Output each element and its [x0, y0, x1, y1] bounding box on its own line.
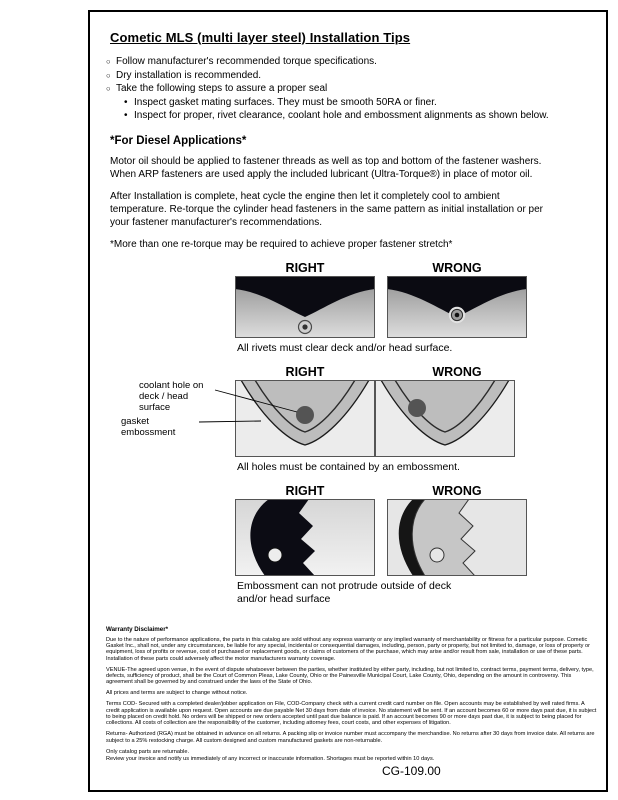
wrong-label: WRONG: [432, 483, 482, 498]
rivet-diagram-row: [235, 261, 531, 355]
bullet-text: Take the following steps to assure a proper seal: [116, 83, 328, 94]
disclaimer-paragraph: Terms COD- Secured with a completed dealer/jobber application on File, COD-Company check with a current credit card number on file. Open accounts may be established by well rated firms. A credit application is available upon request. Open accounts are due payable Net 30 days from date of invoice. No statement will be sent. If an account becomes 60 or more days past due, it is subject to being placed on credit hold. No orders will be shipped or new orders accepted until past due balance is paid. If an account becomes 90 or more days past due, it is subject to being placed for collections. All costs of collection are the responsibility of the customer, including attorney fees, court costs, and other expenses of litigation.: [106, 701, 597, 727]
protrusion-caption: [237, 580, 531, 606]
embossment-caption: All holes must be contained by an embossment.: [237, 460, 460, 473]
embossment-diagram-row: [121, 364, 531, 474]
disclaimer-paragraph: VENUE-The agreed upon venue, in the event of dispute whatsoever between the parties, whether instituted by either party, including, but not limited to, contract terms, payment terms, delivery, type, defects, sufficiency of product, shall be the Court of Common Pleas, Lake County, Ohio or the Painesville Municipal Court, Lake County, Ohio, depending on the amount in controversy. This agreement shall be governed by and construed under the laws of the State of Ohio.: [106, 666, 594, 686]
disclaimer-paragraph: Due to the nature of performance applications, the parts in this catalog are sold without any express warranty or any implied warranty of merchantability or fitness for a particular purpose. Cometic Gasket Inc., shall not, under any circumstances, be liable for any special, incidental or consequential damages, including, person, party or property, but not limited to, damage, or loss of property or equipment, loss of profits or revenue, cost of purchased or replacement goods, or claims of customers of the purchase, which may arise and/or result from sale, installation or use of these parts. Installation of these parts could adversely affect the motor manufacturers warranty coverage.: [106, 636, 591, 662]
protrusion-diagram-row: [235, 484, 531, 606]
warranty-disclaimer-section: [106, 626, 598, 763]
coolant-hole-callout: [139, 380, 219, 413]
right-label: RIGHT: [285, 483, 325, 498]
right-label: RIGHT: [285, 364, 325, 379]
catalog-page-code: CG-109.00: [382, 764, 441, 778]
dot-bullet-icon: •: [124, 96, 128, 108]
open-circle-bullet-icon: ○: [106, 84, 111, 93]
disclaimer-paragraph: Review your invoice and notify us immediately of any incorrect or inaccurate information. Shortages must be reported within 10 days.: [106, 756, 435, 763]
protrusion-caption-line1: Embossment can not protrude outside of deck: [237, 579, 452, 592]
diesel-paragraph-2: After Installation is complete, heat cycle the engine then let it completely cool to ambient temperature. Re-torque the cylinder head fasteners in the same pattern as initial installation or per your fastener manufacturer's recommendations.: [110, 190, 544, 228]
bullet-item: [106, 82, 594, 96]
disclaimer-paragraph: Returns- Authorized (RGA) must be obtained in advance on all returns. A packing slip or invoice number must accompany the merchandise. No returns after 30 days from invoice date. All returns are subject to a 25% restocking charge. All custom designed and custom manufactured gaskets are non-returnable.: [106, 731, 595, 744]
sub-bullet-text: Inspect for proper, rivet clearance, coolant hole and embossment alignments as shown below.: [134, 110, 549, 121]
protrusion-caption-line2: and/or head surface: [237, 592, 331, 605]
rivet-right-diagram: [235, 276, 375, 338]
bullet-item: [106, 55, 594, 69]
diesel-applications-heading: *For Diesel Applications*: [110, 134, 247, 147]
page-title: Cometic MLS (multi layer steel) Installation Tips: [110, 30, 411, 45]
embossment-right-diagram: [235, 380, 375, 457]
diesel-paragraph-1: Motor oil should be applied to fastener threads as well as top and bottom of the fastener washers. When ARP fasteners are used apply the included lubricant (Ultra-Torque®) in place of motor oil.: [110, 155, 542, 180]
open-circle-bullet-icon: ○: [106, 57, 111, 66]
right-label: RIGHT: [285, 260, 325, 275]
gasket-embossment-callout: gasket embossment: [121, 415, 176, 438]
protrusion-wrong-diagram: [387, 499, 527, 576]
sub-bullet-item: [124, 96, 594, 110]
coolant-callout-line2: deck / head surface: [139, 390, 189, 413]
wrong-label: WRONG: [432, 260, 482, 275]
rivet-caption: All rivets must clear deck and/or head surface.: [237, 341, 453, 354]
rivet-wrong-diagram: [387, 276, 527, 338]
bullet-text: Follow manufacturer's recommended torque specifications.: [116, 56, 377, 67]
document-frame: [88, 10, 608, 792]
diagrams-section: [121, 260, 531, 606]
retorque-note: *More than one re-torque may be required to achieve proper fastener stretch*: [110, 238, 453, 250]
sub-bullet-text: Inspect gasket mating surfaces. They must be smooth 50RA or finer.: [134, 96, 437, 108]
disclaimer-paragraph: Only catalog parts are returnable.: [106, 748, 190, 755]
disclaimer-paragraph: All prices and terms are subject to change without notice.: [106, 690, 248, 697]
open-circle-bullet-icon: ○: [106, 70, 111, 80]
wrong-label: WRONG: [432, 364, 482, 379]
bullet-text: Dry installation is recommended.: [116, 69, 262, 81]
protrusion-right-diagram: [235, 499, 375, 576]
bullet-item: [106, 69, 594, 83]
disclaimer-heading: Warranty Disclaimer*: [106, 625, 169, 633]
dot-bullet-icon: •: [124, 110, 128, 121]
sub-bullet-item: [124, 109, 594, 123]
embossment-wrong-diagram: [375, 380, 515, 457]
coolant-callout-line1: coolant hole on: [139, 379, 204, 391]
